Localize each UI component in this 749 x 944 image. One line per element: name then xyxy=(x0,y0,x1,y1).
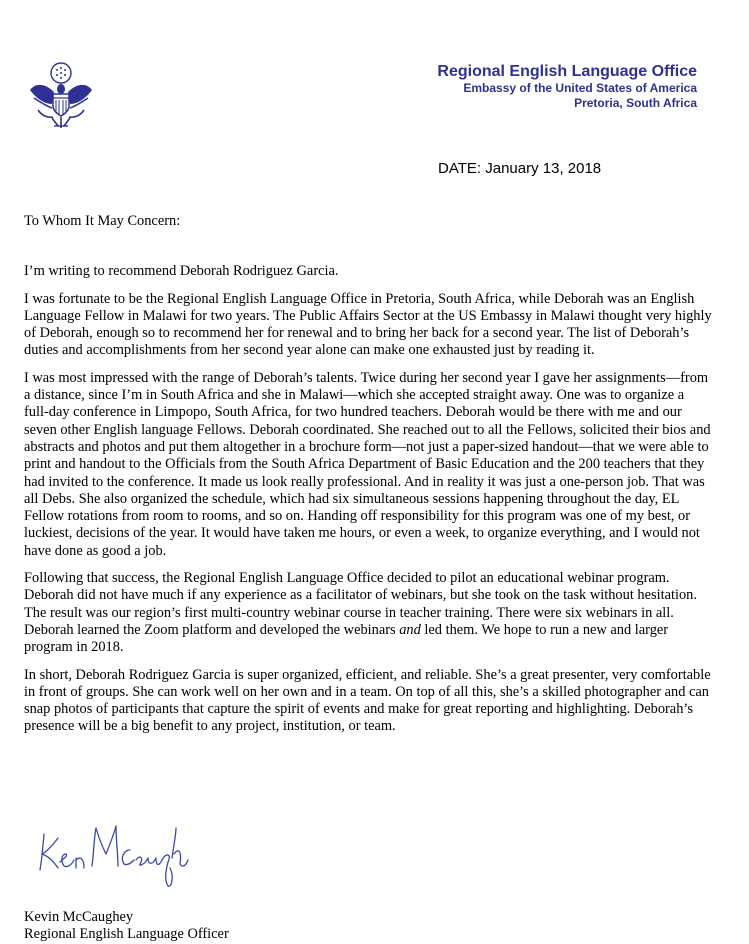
signer-title: Regional English Language Officer xyxy=(24,926,229,943)
paragraph-intro: I’m writing to recommend Deborah Rodriguez Garcia. xyxy=(24,263,339,280)
office-location: Pretoria, South Africa xyxy=(574,96,697,110)
letter-body xyxy=(24,213,712,746)
signer-name: Kevin McCaughey xyxy=(24,909,134,925)
paragraph-conference: I was most impressed with the range of Deborah’s talents. Twice during her second year I gave her assignments—from a distance, since I’m in South Africa and she in Malawi—which she accepted straight away. One was to organize a full-day conference in Limpopo, South Africa, for two hundred teachers. Deborah would be there with me and our seven other English language Fellows. Deborah coordinated. She reached out to all the Fellows, solicited their bios and abstracts and photos and put them altogether in a brochure form—not just a paper-sized handout—that we were able to print and handout to the Officials from the South Africa Department of Basic Education and the 200 teachers that they had invited to the conference. It made us look really professional. And in reality it was just a one-person job. That was all Debs. She also organized the schedule, which had six simultaneous sessions happening throughout the day, EL Fellow rotations from room to rooms, and so on. Handing off responsibility for this program was one of my best, or luckiest, decisions of the year. It would have taken me hours, or even a week, to organize everything, and I would not have done as good a job. xyxy=(24,369,711,559)
paragraph-summary: In short, Deborah Rodriguez Garcia is super organized, efficient, and reliable. She’s a great presenter, very comfortable in front of groups. She can work well on her own and in a team. On top of all this, she’s a skilled photographer and can snap photos of participants that capture the spirit of events and make for great reporting and highlighting. Deborah’s presence will be a big benefit to any project, institution, or team. xyxy=(24,666,711,735)
embassy-seal-logo xyxy=(28,60,94,132)
paragraph-webinar-text-end: led them. We hope to run a new and larger program in 2018. xyxy=(24,621,669,656)
paragraph-webinar-text: Following that success, the Regional English Language Office decided to pilot an educational webinar program. Deborah did not have much if any experience as a facilitator of webinars, but she took on the task without hesitation. The result was our region’s first multi-country webinar course in teacher training. There were six webinars in all. Deborah learned the Zoom platform and developed the webinars xyxy=(24,570,697,638)
paragraph-webinar xyxy=(24,570,712,656)
handwritten-signature xyxy=(34,814,190,894)
paragraph-fellowship: I was fortunate to be the Regional English Language Office in Pretoria, South Africa, while Deborah was an English Language Fellow in Malawi for two years. The Public Affairs Sector at the US Embassy in Malawi thought very highly of Deborah, enough so to recommend her for renewal and to bring her back for a second year. The list of Deborah’s duties and accomplishments from her second year alone can make one exhausted just by reading it. xyxy=(24,290,712,359)
embassy-name: Embassy of the United States of America xyxy=(463,81,697,95)
letter-date: DATE: January 13, 2018 xyxy=(438,160,602,177)
paragraph-webinar-emphasis: and xyxy=(399,621,421,638)
signer-block xyxy=(24,909,229,944)
letterhead xyxy=(437,62,697,111)
office-name: Regional English Language Office xyxy=(437,63,697,80)
salutation: To Whom It May Concern: xyxy=(24,213,181,229)
